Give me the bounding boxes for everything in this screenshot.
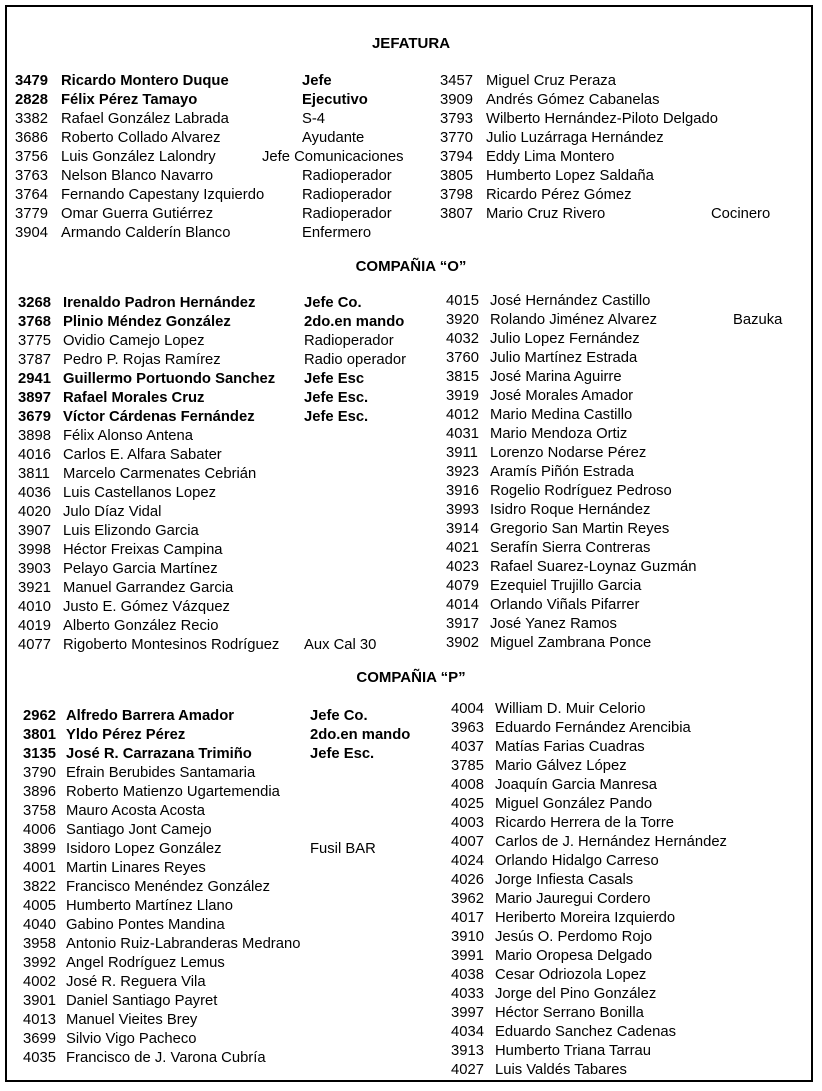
member-role: Jefe Co. [304, 295, 362, 311]
member-role: Jefe Esc [304, 371, 365, 387]
member-name: Luis Elizondo Garcia [63, 523, 199, 539]
member-role: Jefe Co. [310, 708, 368, 724]
member-number: 3923 [446, 464, 479, 480]
member-name: Manuel Vieites Brey [66, 1012, 198, 1028]
member-name: Plinio Méndez González [63, 314, 231, 330]
member-number: 3775 [18, 333, 51, 349]
member-number: 3268 [18, 295, 51, 311]
member-number: 4040 [23, 917, 56, 933]
member-number: 4005 [23, 898, 56, 914]
member-number: 2962 [23, 708, 56, 724]
member-name: Daniel Santiago Payret [66, 993, 218, 1009]
member-name: Ezequiel Trujillo Garcia [490, 578, 642, 594]
member-number: 4007 [451, 834, 484, 850]
member-name: Julio Luzárraga Hernández [486, 130, 664, 146]
member-number: 2828 [15, 92, 48, 108]
member-name: Marcelo Carmenates Cebrián [63, 466, 257, 482]
member-name: Félix Alonso Antena [63, 428, 193, 444]
member-number: 3807 [440, 206, 473, 222]
member-name: Eduardo Fernández Arencibia [495, 720, 691, 736]
member-name: Cesar Odriozola Lopez [495, 967, 647, 983]
member-number: 3699 [23, 1031, 56, 1047]
member-number: 3998 [18, 542, 51, 558]
member-number: 3917 [446, 616, 479, 632]
member-name: Félix Pérez Tamayo [61, 92, 198, 108]
member-number: 4026 [451, 872, 484, 888]
member-role: Radioperador [302, 187, 392, 203]
member-name: Orlando Viñals Pifarrer [490, 597, 640, 613]
member-number: 3962 [451, 891, 484, 907]
member-number: 4021 [446, 540, 479, 556]
member-number: 3901 [23, 993, 56, 1009]
member-number: 3907 [18, 523, 51, 539]
member-name: Rafael González Labrada [61, 111, 229, 127]
member-role: Jefe Esc. [310, 746, 375, 762]
member-number: 4012 [446, 407, 479, 423]
member-role: Jefe [302, 73, 332, 89]
member-number: 3760 [446, 350, 479, 366]
member-name: Martin Linares Reyes [66, 860, 206, 876]
member-number: 3768 [18, 314, 51, 330]
member-number: 2941 [18, 371, 51, 387]
member-name: Mario Jauregui Cordero [495, 891, 651, 907]
member-name: Serafín Sierra Contreras [490, 540, 651, 556]
member-name: Miguel González Pando [495, 796, 653, 812]
member-number: 3991 [451, 948, 484, 964]
member-name: Irenaldo Padron Hernández [63, 295, 256, 311]
member-number: 3920 [446, 312, 479, 328]
member-name: Rolando Jiménez Alvarez [490, 312, 657, 328]
member-name: Andrés Gómez Cabanelas [486, 92, 660, 108]
member-name: Humberto Triana Tarrau [495, 1043, 651, 1059]
member-number: 4006 [23, 822, 56, 838]
member-number: 3679 [18, 409, 51, 425]
member-name: Julio Lopez Fernández [490, 331, 640, 347]
member-role: Bazuka [733, 312, 783, 328]
member-number: 4033 [451, 986, 484, 1002]
member-name: Matías Farias Cuadras [495, 739, 645, 755]
member-name: Héctor Serrano Bonilla [495, 1005, 644, 1021]
member-name: Ricardo Pérez Gómez [486, 187, 632, 203]
member-number: 3911 [446, 445, 478, 461]
member-name: Eduardo Sanchez Cadenas [495, 1024, 676, 1040]
member-number: 4020 [18, 504, 51, 520]
member-role: Radioperador [302, 206, 392, 222]
member-number: 3779 [15, 206, 48, 222]
member-name: Gabino Pontes Mandina [66, 917, 225, 933]
member-name: Joaquín Garcia Manresa [495, 777, 658, 793]
member-name: José Hernández Castillo [490, 293, 651, 309]
member-name: Yldo Pérez Pérez [66, 727, 186, 743]
member-number: 4037 [451, 739, 484, 755]
member-name: Omar Guerra Gutiérrez [61, 206, 214, 222]
section-title-compania-o: COMPAÑIA “O” [355, 258, 467, 275]
member-role: Cocinero [711, 206, 771, 222]
member-name: Wilberto Hernández-Piloto Delgado [486, 111, 718, 127]
member-name: William D. Muir Celorio [495, 701, 646, 717]
member-name: Carlos E. Alfara Sabater [63, 447, 222, 463]
member-name: Justo E. Gómez Vázquez [63, 599, 230, 615]
member-name: Mario Gálvez López [495, 758, 627, 774]
member-name: Santiago Jont Camejo [66, 822, 212, 838]
member-role: Jefe Esc. [304, 390, 369, 406]
member-name: Heriberto Moreira Izquierdo [495, 910, 676, 926]
member-name: Fernando Capestany Izquierdo [61, 187, 265, 203]
member-name: Luis González Lalondry [61, 149, 216, 165]
member-role: Radioperador [302, 168, 392, 184]
member-name: Isidro Roque Hernández [490, 502, 651, 518]
member-name: Mario Cruz Rivero [486, 206, 606, 222]
member-role: Ayudante [302, 130, 365, 146]
member-name: José R. Carrazana Trimiño [66, 746, 252, 762]
member-number: 4019 [18, 618, 51, 634]
member-number: 3457 [440, 73, 473, 89]
member-role: Ejecutivo [302, 92, 368, 108]
member-name: José Marina Aguirre [490, 369, 622, 385]
member-role: Jefe Comunicaciones [262, 149, 404, 165]
member-name: Ovidio Camejo Lopez [63, 333, 205, 349]
member-number: 3902 [446, 635, 479, 651]
member-name: José R. Reguera Vila [66, 974, 206, 990]
member-name: Ricardo Montero Duque [61, 73, 229, 89]
member-name: Aramís Piñón Estrada [490, 464, 634, 480]
member-number: 3904 [15, 225, 48, 241]
member-name: Víctor Cárdenas Fernández [63, 409, 255, 425]
member-name: Roberto Collado Alvarez [61, 130, 221, 146]
member-number: 4004 [451, 701, 484, 717]
member-name: Jorge Infiesta Casals [495, 872, 634, 888]
member-number: 3794 [440, 149, 473, 165]
member-name: Carlos de J. Hernández Hernández [495, 834, 727, 850]
member-role: Radioperador [304, 333, 394, 349]
member-name: Miguel Cruz Peraza [486, 73, 616, 89]
member-role: Aux Cal 30 [304, 637, 377, 653]
member-name: Mario Oropesa Delgado [495, 948, 653, 964]
member-number: 3798 [440, 187, 473, 203]
member-role: Enfermero [302, 225, 372, 241]
member-name: Héctor Freixas Campina [63, 542, 223, 558]
member-number: 3916 [446, 483, 479, 499]
member-name: Efrain Berubides Santamaria [66, 765, 256, 781]
member-number: 4014 [446, 597, 479, 613]
member-name: Alfredo Barrera Amador [66, 708, 235, 724]
member-number: 3805 [440, 168, 473, 184]
member-number: 4035 [23, 1050, 56, 1066]
member-number: 4003 [451, 815, 484, 831]
member-name: Armando Calderín Blanco [61, 225, 231, 241]
member-number: 3770 [440, 130, 473, 146]
member-number: 3790 [23, 765, 56, 781]
member-number: 3921 [18, 580, 51, 596]
member-role: 2do.en mando [304, 314, 405, 330]
member-name: Miguel Zambrana Ponce [490, 635, 652, 651]
member-role: Jefe Esc. [304, 409, 369, 425]
member-role: Fusil BAR [310, 841, 376, 857]
member-number: 3899 [23, 841, 56, 857]
member-number: 3822 [23, 879, 56, 895]
member-number: 4034 [451, 1024, 484, 1040]
member-number: 4031 [446, 426, 479, 442]
member-number: 3898 [18, 428, 51, 444]
member-number: 4023 [446, 559, 479, 575]
member-name: Mario Mendoza Ortiz [490, 426, 628, 442]
member-number: 3785 [451, 758, 484, 774]
member-number: 3479 [15, 73, 48, 89]
member-name: Jorge del Pino González [495, 986, 657, 1002]
member-name: Orlando Hidalgo Carreso [495, 853, 659, 869]
member-name: Humberto Lopez Saldaña [486, 168, 654, 184]
section-title-compania-p: COMPAÑIA “P” [356, 669, 466, 686]
member-number: 3897 [18, 390, 51, 406]
member-name: Isidoro Lopez González [66, 841, 222, 857]
member-number: 3903 [18, 561, 51, 577]
member-number: 3896 [23, 784, 56, 800]
member-number: 4036 [18, 485, 51, 501]
member-number: 4038 [451, 967, 484, 983]
member-name: Mauro Acosta Acosta [66, 803, 206, 819]
member-name: Luis Castellanos Lopez [63, 485, 216, 501]
member-number: 3997 [451, 1005, 484, 1021]
member-name: José Yanez Ramos [490, 616, 617, 632]
member-name: Mario Medina Castillo [490, 407, 633, 423]
member-number: 3815 [446, 369, 479, 385]
member-number: 3992 [23, 955, 56, 971]
member-name: Julo Díaz Vidal [63, 504, 162, 520]
member-number: 3801 [23, 727, 56, 743]
member-number: 4016 [18, 447, 51, 463]
member-number: 3764 [15, 187, 48, 203]
member-role: 2do.en mando [310, 727, 411, 743]
member-number: 3993 [446, 502, 479, 518]
member-number: 3756 [15, 149, 48, 165]
member-number: 3763 [15, 168, 48, 184]
member-name: Pelayo Garcia Martínez [63, 561, 218, 577]
member-number: 3135 [23, 746, 56, 762]
member-number: 3382 [15, 111, 48, 127]
member-name: Julio Martínez Estrada [490, 350, 638, 366]
member-number: 3811 [18, 466, 50, 482]
member-name: Lorenzo Nodarse Pérez [490, 445, 647, 461]
member-number: 4001 [23, 860, 56, 876]
member-number: 3910 [451, 929, 484, 945]
member-number: 3914 [446, 521, 479, 537]
member-name: Ricardo Herrera de la Torre [495, 815, 675, 831]
member-name: Pedro P. Rojas Ramírez [63, 352, 221, 368]
member-number: 4008 [451, 777, 484, 793]
member-name: Gregorio San Martin Reyes [490, 521, 670, 537]
member-name: Rafael Morales Cruz [63, 390, 205, 406]
member-name: Luis Valdés Tabares [495, 1062, 627, 1078]
member-number: 4027 [451, 1062, 484, 1078]
member-role: Radio operador [304, 352, 407, 368]
member-name: Jesús O. Perdomo Rojo [495, 929, 653, 945]
member-name: Antonio Ruiz-Labranderas Medrano [66, 936, 301, 952]
member-name: Rafael Suarez-Loynaz Guzmán [490, 559, 697, 575]
member-number: 3909 [440, 92, 473, 108]
member-number: 3793 [440, 111, 473, 127]
member-number: 4002 [23, 974, 56, 990]
member-number: 3686 [15, 130, 48, 146]
member-name: Guillermo Portuondo Sanchez [63, 371, 276, 387]
member-number: 4015 [446, 293, 479, 309]
member-name: Silvio Vigo Pacheco [66, 1031, 197, 1047]
member-number: 3963 [451, 720, 484, 736]
member-name: Angel Rodríguez Lemus [66, 955, 225, 971]
member-name: Francisco de J. Varona Cubría [66, 1050, 266, 1066]
member-number: 3758 [23, 803, 56, 819]
member-number: 4013 [23, 1012, 56, 1028]
member-role: S-4 [302, 111, 326, 127]
member-number: 3787 [18, 352, 51, 368]
member-name: Eddy Lima Montero [486, 149, 615, 165]
member-name: Humberto Martínez Llano [66, 898, 233, 914]
section-title-jefatura: JEFATURA [371, 35, 451, 52]
member-name: Rigoberto Montesinos Rodríguez [63, 637, 280, 653]
member-number: 3919 [446, 388, 479, 404]
member-number: 3958 [23, 936, 56, 952]
member-number: 4077 [18, 637, 51, 653]
member-name: Alberto González Recio [63, 618, 219, 634]
member-name: Rogelio Rodríguez Pedroso [490, 483, 672, 499]
member-number: 4010 [18, 599, 51, 615]
member-name: Nelson Blanco Navarro [61, 168, 214, 184]
member-number: 4032 [446, 331, 479, 347]
member-number: 3913 [451, 1043, 484, 1059]
member-name: Manuel Garrandez Garcia [63, 580, 234, 596]
member-number: 4079 [446, 578, 479, 594]
member-number: 4017 [451, 910, 484, 926]
member-name: Francisco Menéndez González [66, 879, 270, 895]
member-name: José Morales Amador [490, 388, 634, 404]
member-number: 4025 [451, 796, 484, 812]
member-number: 4024 [451, 853, 484, 869]
member-name: Roberto Matienzo Ugartemendia [66, 784, 280, 800]
